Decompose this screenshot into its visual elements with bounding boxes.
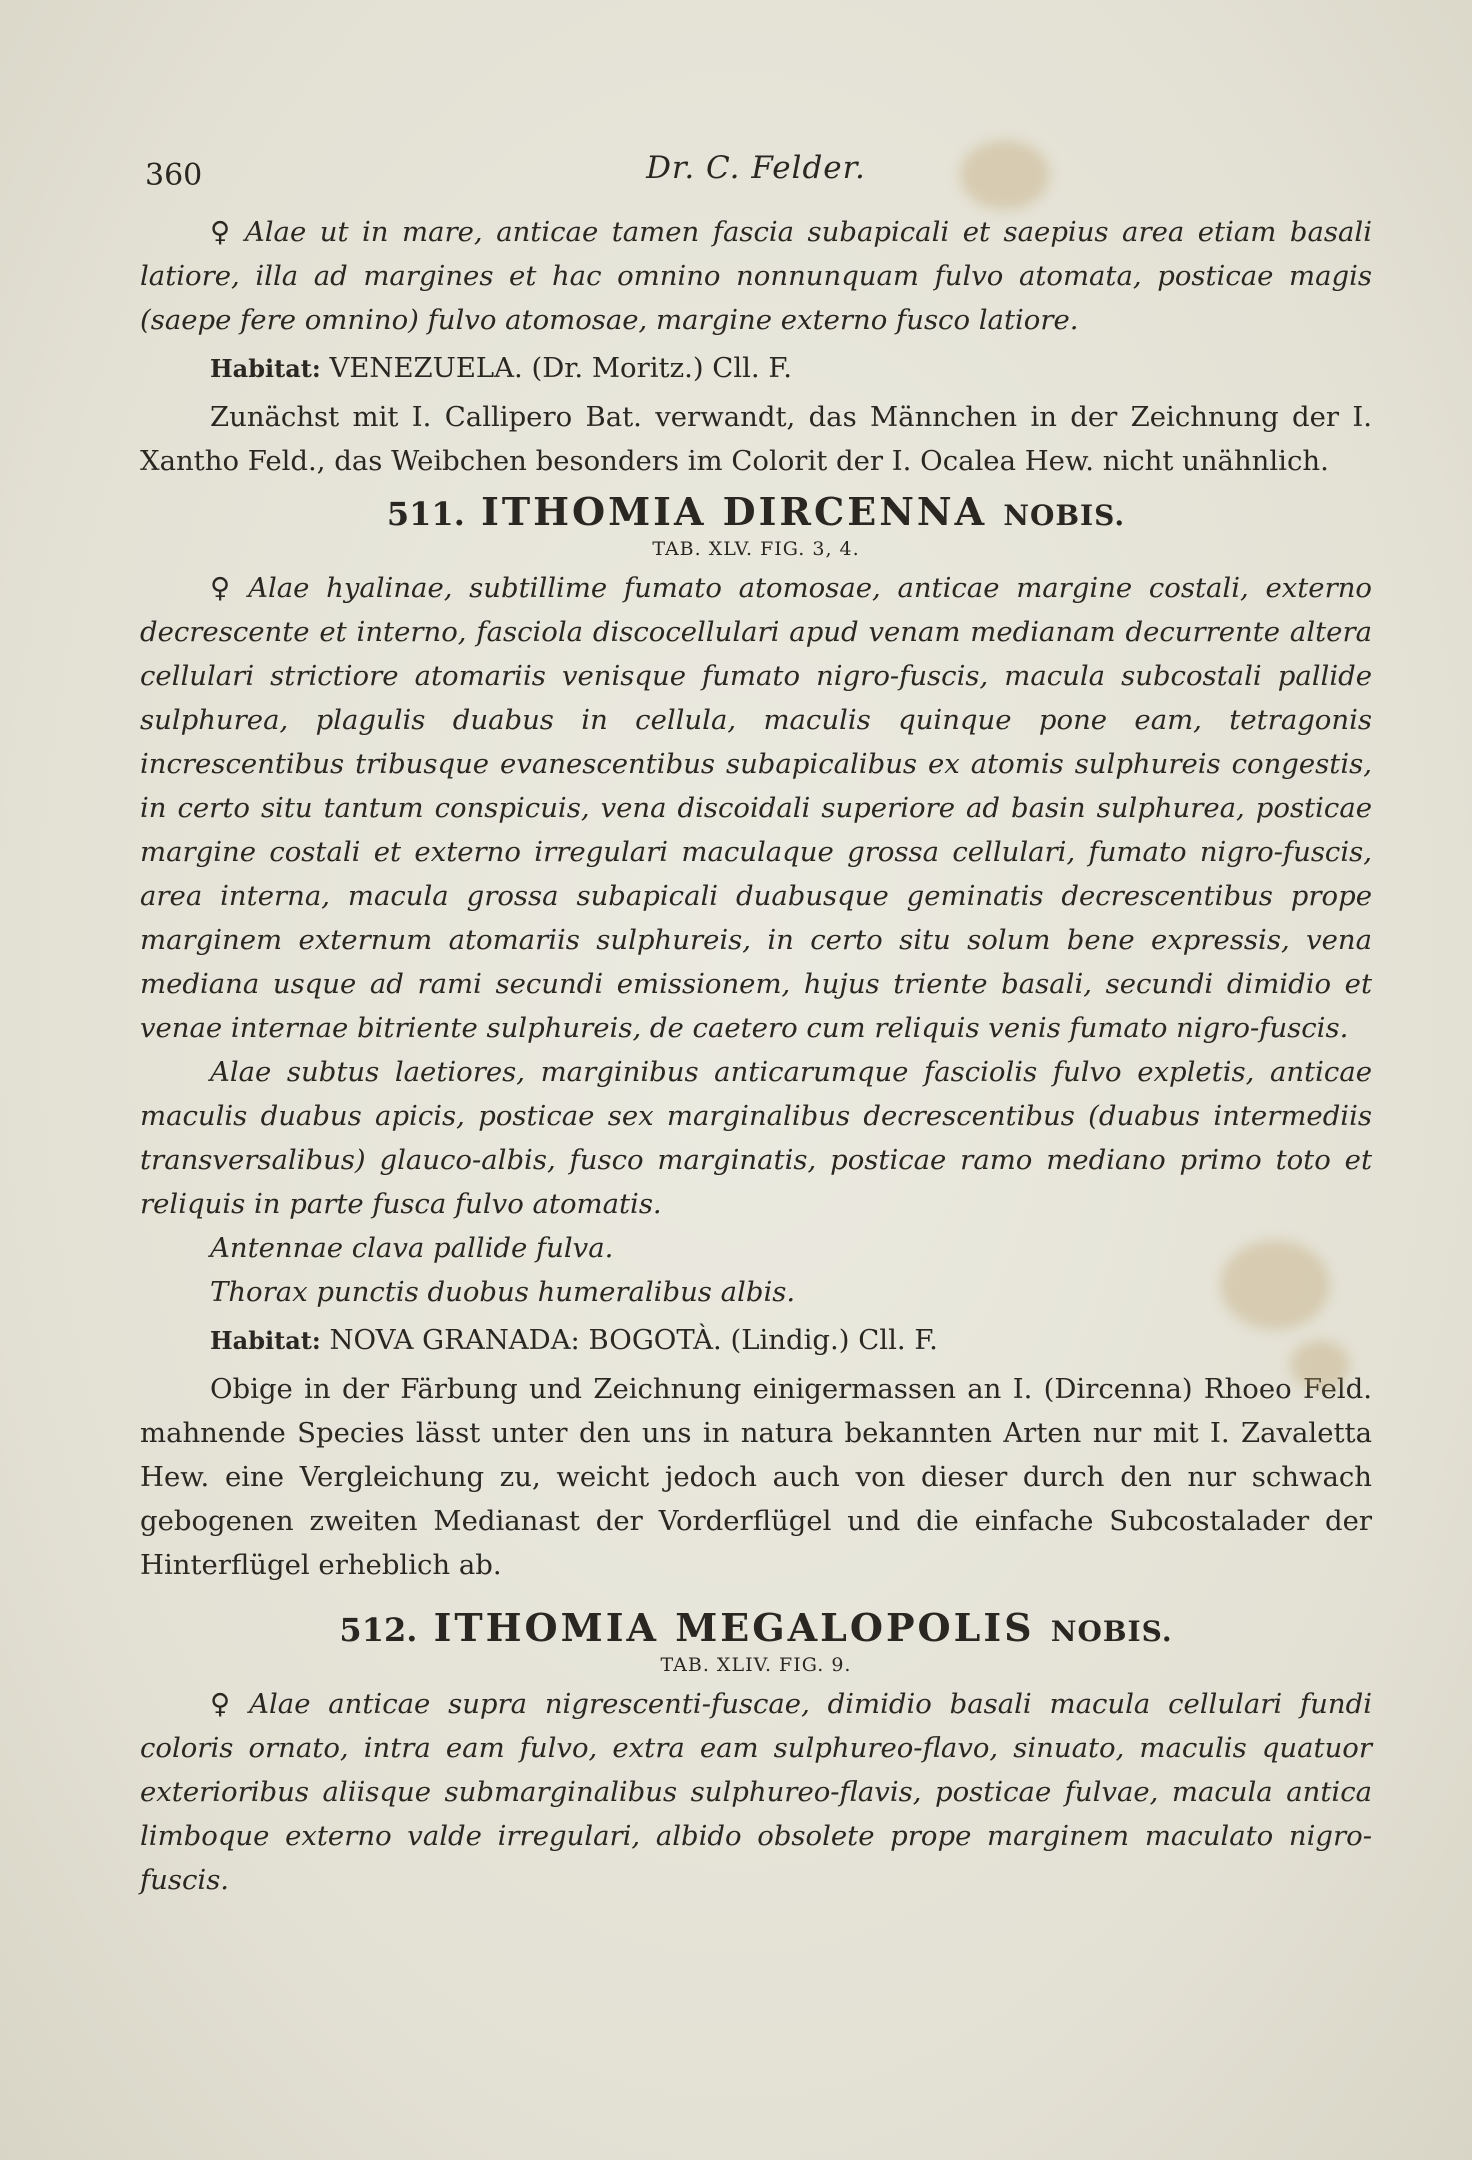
species-511-remarks: Obige in der Färbung und Zeichnung einigermassen an I. (Dircenna) Rhoeo Feld. mahnende Species lässt unter den uns in natura bekannten Arten nur mit I. Zavaletta Hew. eine Vergleichung zu, weicht jedoch auch von dieser durch den nur schwach gebogenen zweiten Medianast der Vorderflügel und die einfache Subcostalader der Hinterflügel erheblich ab. [140,1373,1372,1581]
species-512-title: 512. ITHOMIA MEGALOPOLIS NOBIS. [339,1605,1173,1650]
species-511-antennae: Antennae clava pallide fulva. [210,1232,614,1264]
prev-female-description: ♀ Alae ut in mare, anticae tamen fascia subapicali et saepius area etiam basali latiore, illa ad margines et hac omnino nonnunquam fulvo atomata, posticae magis (saepe fere omnino) fulvo atomosae, margine externo fusco latiore. [140,216,1372,336]
species-511-female-description: ♀ Alae hyalinae, subtillime fumato atomosae, anticae margine costali, externo decrescente et interno, fasciola discocellulari apud venam medianam decurrente altera cellulari strictiore atomariis venisque fumato nigro-fuscis, macula subcostali pallide sulphurea, plagulis duabus in cellula, maculis quinque pone eam, tetragonis increscentibus tribusque evanescentibus subapicalibus ex atomis sulphureis congestis, in certo situ tantum conspicuis, vena discoidali superiore ad basin sulphurea, posticae margine costali et externo irregulari maculaque grossa cellulari, fumato nigro-fuscis, area interna, macula grossa subapicali duabusque geminatis decrescentibus prope marginem externum atomariis sulphureis, in certo situ solum bene expressis, vena mediana usque ad rami secundi emissionem, hujus triente basali, secundi dimidio et venae internae bitriente sulphureis, de caetero cum reliquis venis fumato nigro-fuscis. [140,572,1372,1044]
species-511-thorax: Thorax punctis duobus humeralibus albis. [210,1276,796,1308]
species-512-female-description: ♀ Alae anticae supra nigrescenti-fuscae, dimidio basali macula cellulari fundi coloris ornato, intra eam fulvo, extra eam sulphureo-flavo, sinuato, maculis quatuor exterioribus aliisque submarginalibus sulphureo-flavis, posticae fulvae, macula antica limboque externo valde irregulari, albido obsolete prope marginem maculato nigro-fuscis. [140,1688,1372,1896]
species-511-underside: Alae subtus laetiores, marginibus anticarumque fasciolis fulvo expletis, anticae maculis duabus apicis, posticae sex marginalibus decrescentibus (duabus intermediis transversalibus) glauco-albis, fusco marginatis, posticae ramo mediano primo toto et reliquis in parte fusca fulvo atomatis. [140,1056,1372,1220]
species-511-plate: TAB. XLV. FIG. 3, 4. [652,538,860,560]
page-header [140,150,1372,196]
species-511-title: 511. ITHOMIA DIRCENNA NOBIS. [386,489,1126,534]
species-512-plate: TAB. XLIV. FIG. 9. [660,1654,852,1676]
running-head: Dr. C. Felder. [646,150,866,186]
page-number: 360 [145,158,203,193]
female-symbol-icon: ♀ [210,572,239,604]
female-symbol-icon: ♀ [210,216,235,248]
female-symbol-icon: ♀ [210,1688,240,1720]
prev-habitat: Habitat: VENEZUELA. (Dr. Moritz.) Cll. F. [210,352,792,384]
species-511-habitat: Habitat: NOVA GRANADA: BOGOTÀ. (Lindig.) Cll. F. [210,1324,938,1356]
prev-remarks: Zunächst mit I. Callipero Bat. verwandt, das Männchen in der Zeichnung der I. Xantho Feld., das Weibchen besonders im Colorit der I. Ocalea Hew. nicht unähnlich. [140,401,1372,477]
